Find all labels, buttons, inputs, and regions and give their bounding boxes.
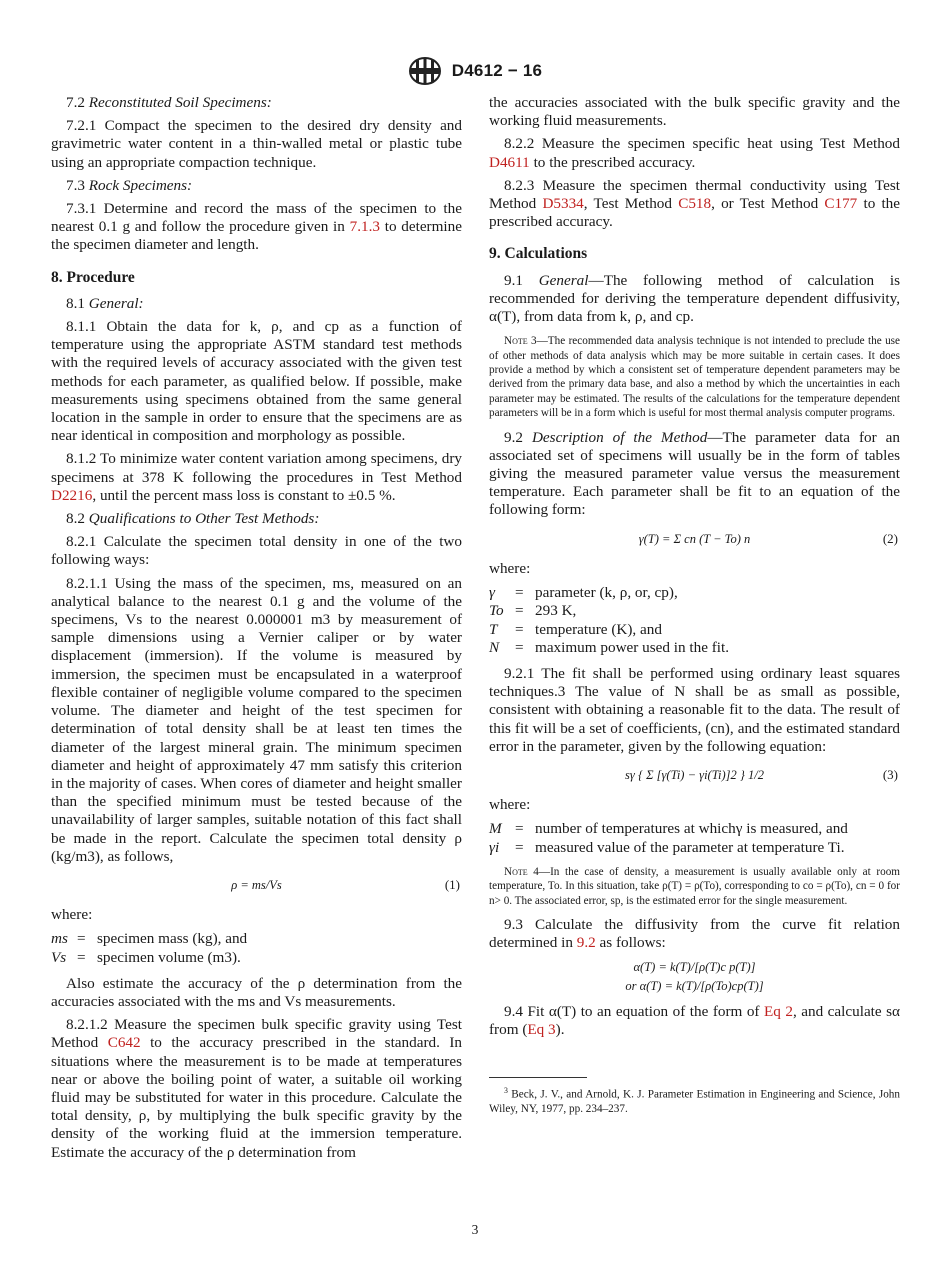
definitions-list-3 — [489, 820, 900, 856]
definition-row: Vs = specimen volume (m3). — [51, 948, 241, 966]
link-d5334[interactable]: D5334 — [542, 195, 584, 213]
equation-4: α(T) = k(T)/[ρ(T)c p(T)] or α(T) = k(T)/[ρ(To)cp(T)] — [625, 960, 764, 993]
link-d4611[interactable]: D4611 — [489, 153, 530, 171]
heading-calculations: 9. Calculations — [489, 245, 588, 263]
equation-2-number: (2) — [882, 530, 898, 546]
section-9-2: 9.2 Description of the Method—The parameter data for an associated set of specimens will usually be in the form of tables giving the measured parameter value versus the measurement temperature. Each parameter shall be fit to an equation of the following form: — [489, 428, 900, 519]
equation-1-number: (1) — [444, 876, 460, 892]
link-9-2[interactable]: 9.2 — [576, 934, 596, 952]
right-column — [489, 94, 900, 1122]
accuracy-paragraph: Also estimate the accuracy of the ρ determination from the accuracies associated with the ms and Vs measurements. — [51, 974, 462, 1010]
document-id: D4612 − 16 — [451, 61, 543, 80]
section-8-2: 8.2 Qualifications to Other Test Methods: — [66, 510, 320, 528]
section-9-2-1: 9.2.1 The fit shall be performed using ordinary least squares techniques.3 The value of N shall be as small as possible, consistent with obtaining a reasonable fit to the data. The result of this fit will be a set of coefficients, (cn), and the estimated standard error in the parameter, given by the following equation: — [489, 664, 900, 755]
link-eq-2[interactable]: Eq 2 — [764, 1002, 793, 1020]
where-label-2: where: — [489, 559, 531, 577]
equation-1: ρ = ms/Vs (1) — [51, 876, 462, 894]
link-7-1-3[interactable]: 7.1.3 — [349, 218, 380, 236]
section-8-2-1-1: 8.2.1.1 Using the mass of the specimen, ms, measured on an analytical balance to the nearest 0.1 g and the volume of the specimens, Vs to the nearest 0.000001 m3 by measurement of sample dimensions using a Vernier caliper or by water displacement (immersion). If the volume is measured by immersion, the specimen must be encapsulated in a waterproof flexible container of negligible volume compared to the specimen volume. The diameter and height of the test specimen for determination of total density shall be at least ten times the diameter of the largest mineral grain. The minimum specimen diameter and height of approximately 47 mm satisfy this criterion in the majority of cases. When cores of diameter and height smaller than the specified minimum must be tested because of the unavailability of larger samples, suitable notation of this fact shall be made in the report. Calculate the specimen total density ρ (kg/m3), as follows, — [51, 574, 462, 865]
section-9-1: 9.1 General—The following method of calculation is recommended for deriving the temperature dependent diffusivity, α(T), from data from k, ρ, and cp. — [489, 271, 900, 326]
definitions-list-1 — [51, 930, 462, 966]
section-7-3: 7.3 Rock Specimens: — [66, 176, 193, 194]
link-d2216[interactable]: D2216 — [51, 486, 93, 504]
section-8-2-1: 8.2.1 Calculate the specimen total density in one of the two following ways: — [51, 533, 462, 569]
equation-3-number: (3) — [882, 766, 898, 782]
link-c642[interactable]: C642 — [107, 1034, 141, 1052]
definition-row: M = number of temperatures at whichγ is measured, and — [489, 820, 848, 838]
section-8-1-2: 8.1.2 To minimize water content variation among specimens, dry specimens at 378 K following the procedures in Test Method D2216, until the percent mass loss is constant to ±0.5 %. — [51, 450, 462, 504]
definition-row: ms = specimen mass (kg), and — [51, 930, 248, 948]
definitions-list-2 — [489, 584, 900, 657]
where-label-3: where: — [489, 796, 531, 814]
page-number: 3 — [471, 1222, 479, 1237]
section-8-2-3: 8.2.3 Measure the specimen thermal conductivity using Test Method D5334, Test Method C518, or Test Method C177 to the prescribed accuracy. — [489, 176, 901, 231]
definition-row: To = 293 K, — [489, 602, 577, 620]
section-7-3-1: 7.3.1 Determine and record the mass of the specimen to the nearest 0.1 g and follow the procedure given in 7.1.3 to determine the specimen diameter and length. — [51, 200, 462, 254]
equation-3: sγ { Σ [γ(Ti) − γi(Ti)]2 } 1/2 (3) — [489, 766, 900, 784]
section-7-2-1: 7.2.1 Compact the specimen to the desired dry density and gravimetric water content in a thin-walled metal or plastic tube using an appropriate compaction technique. — [51, 117, 462, 171]
where-label: where: — [51, 906, 93, 924]
definition-row: T = temperature (K), and — [489, 620, 662, 638]
definition-row: γi = measured value of the parameter at temperature Ti. — [489, 838, 845, 856]
definition-row: γ = parameter (k, ρ, or, cp), — [489, 584, 678, 602]
definition-row: N = maximum power used in the fit. — [489, 638, 730, 656]
link-eq-3[interactable]: Eq 3 — [527, 1020, 556, 1038]
link-c177[interactable]: C177 — [824, 195, 858, 213]
heading-procedure: 8. Procedure — [51, 268, 135, 286]
section-9-4: 9.4 Fit α(T) to an equation of the form of Eq 2, and calculate sα from (Eq 3). — [489, 1002, 901, 1038]
section-8-2-1-2: 8.2.1.2 Measure the specimen bulk specific gravity using Test Method C642 to the accuracy prescribed in the standard. In situations where the measurement is to be made at temperatures near or above the boiling point of water, a suitable oil working fluid may be substituted for water in this procedure. Calculate the total density, ρ, by multiplying the bulk specific gravity by the density of the working fluid at the immersion temperature. Estimate the accuracy of the ρ determination from — [51, 1016, 463, 1161]
note-3: Note 3—The recommended data analysis technique is not intended to preclude the use of other methods of data analysis which may be more suitable in certain cases. It does provide a method by which a consistent set of temperature dependent parameters may be derived from the primary data base, and also a method by which the uncertainties in each parameter may be estimated. The results of the calculations for the temperature dependent parameters will be in a form which is useful for most thermal analysis computer programs. — [489, 335, 900, 420]
note-4: Note 4—In the case of density, a measurement is usually available only at room temperature, To. In this situation, take ρ(T) = ρ(To), corresponding to co = ρ(To), cn = 0 for n> 0. The associated error, sp, is the estimated error for the single measurement. — [489, 865, 900, 907]
section-8-1-1: 8.1.1 Obtain the data for k, ρ, and cp as a function of temperature using the appropriate ASTM standard test methods with the required levels of accuracy associated with the given test methods for each parameter, as qualified below. If possible, make measurements using specimens obtained from the same general location in the sample in order to ensure that the specimens are as near identical in composition and morphology as possible. — [51, 318, 462, 445]
section-7-2: 7.2 Reconstituted Soil Specimens: — [66, 94, 272, 111]
left-column — [51, 94, 462, 1167]
section-8-1: 8.1 General: — [66, 294, 144, 312]
footnote-3: $^3$ Beck, J. V., and Arnold, K. J. Parameter Estimation in Engineering and Science, John Wiley, NY, 1977, pp. 234–237. — [489, 1086, 900, 1116]
section-9-3: 9.3 Calculate the diffusivity from the curve fit relation determined in 9.2 as follows: — [489, 915, 900, 952]
link-c518[interactable]: C518 — [678, 195, 712, 213]
equation-2: γ(T) = Σ cn (T − To) n (2) — [489, 530, 900, 548]
section-8-2-2: 8.2.2 Measure the specimen specific heat using Test Method D4611 to the prescribed accuracy. — [489, 135, 900, 171]
page-header — [0, 56, 950, 86]
continued-paragraph: the accuracies associated with the bulk specific gravity and the working fluid measurements. — [489, 94, 900, 130]
footnote-divider — [489, 1077, 587, 1078]
astm-logo-icon — [408, 56, 442, 86]
